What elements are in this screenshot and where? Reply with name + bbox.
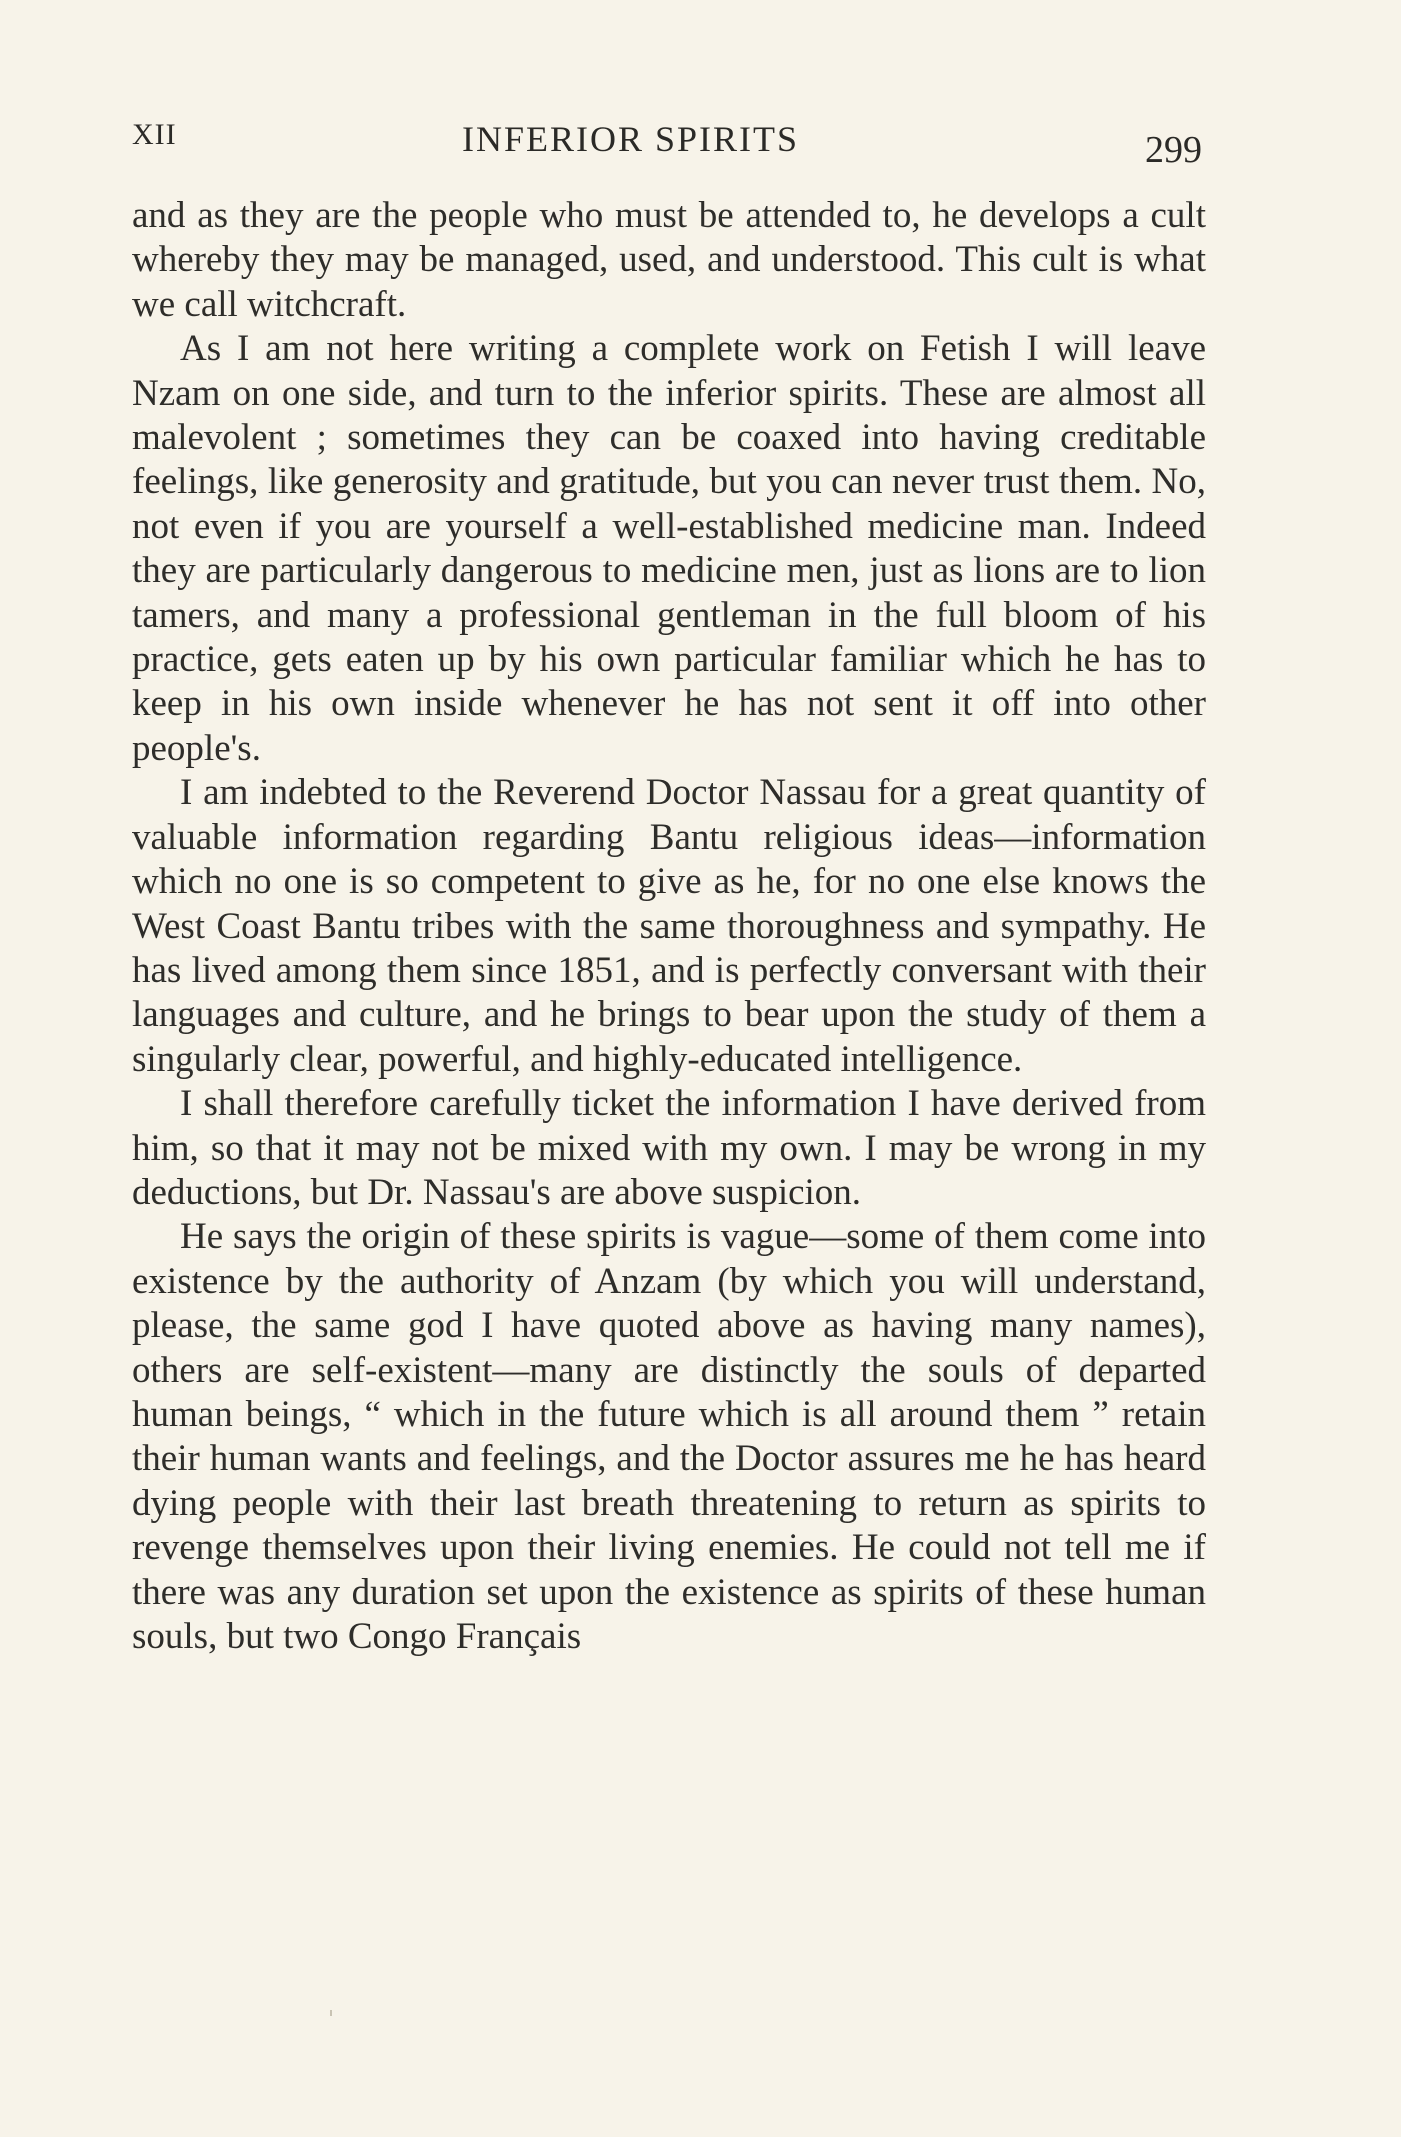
paragraph-1: and as they are the people who must be attended to, he develops a cult whereby they may be managed, used, and understood. This cult is what we call witchcraft.: [132, 195, 1206, 325]
paragraph-5: He says the origin of these spirits is vague—some of them come into existence by the authority of Anzam (by which you will understand, please, the same god I have quoted above as having many names), others are self-existent—many are distinctly the souls of departed human beings, “ which in the future which is all around them ” retain their human wants and feelings, and the Doctor assures me he has heard dying people with their last breath threatening to return as spirits to revenge themselves upon their living enemies. He could not tell me if there was any duration set upon the existence as spirits of these human souls, but two Congo Français: [132, 1216, 1206, 1657]
chapter-number: XII: [132, 118, 177, 151]
chapter-title: INFERIOR SPIRITS: [462, 119, 800, 159]
paragraph-4: I shall therefore carefully ticket the information I have derived from him, so that it may not be mixed with my own. I may be wrong in my deductions, but Dr. Nassau's are above suspicion.: [132, 1083, 1206, 1213]
page-number: 299: [1145, 129, 1202, 171]
running-head: [132, 118, 1202, 171]
body-text: [132, 194, 1206, 1659]
paragraph-3: I am indebted to the Reverend Doctor Nassau for a great quantity of valuable information regarding Bantu religious ideas—information which no one is so competent to give as he, for no one else knows the West Coast Bantu tribes with the same thoroughness and sympathy. He has lived among them since 1851, and is perfectly conversant with their languages and culture, and he brings to bear upon the study of them a singularly clear, powerful, and highly-educated intelligence.: [132, 772, 1206, 1080]
paragraph-2: As I am not here writing a complete work on Fetish I will leave Nzam on one side, and turn to the inferior spirits. These are almost all malevolent ; sometimes they can be coaxed into having creditable feelings, like generosity and gratitude, but you can never trust them. No, not even if you are yourself a well-established medicine man. Indeed they are particularly dangerous to medicine men, just as lions are to lion tamers, and many a professional gentleman in the full bloom of his practice, gets eaten up by his own particular familiar which he has to keep in his own inside whenever he has not sent it off into other people's.: [132, 328, 1206, 769]
paper-speck: [330, 2010, 332, 2016]
